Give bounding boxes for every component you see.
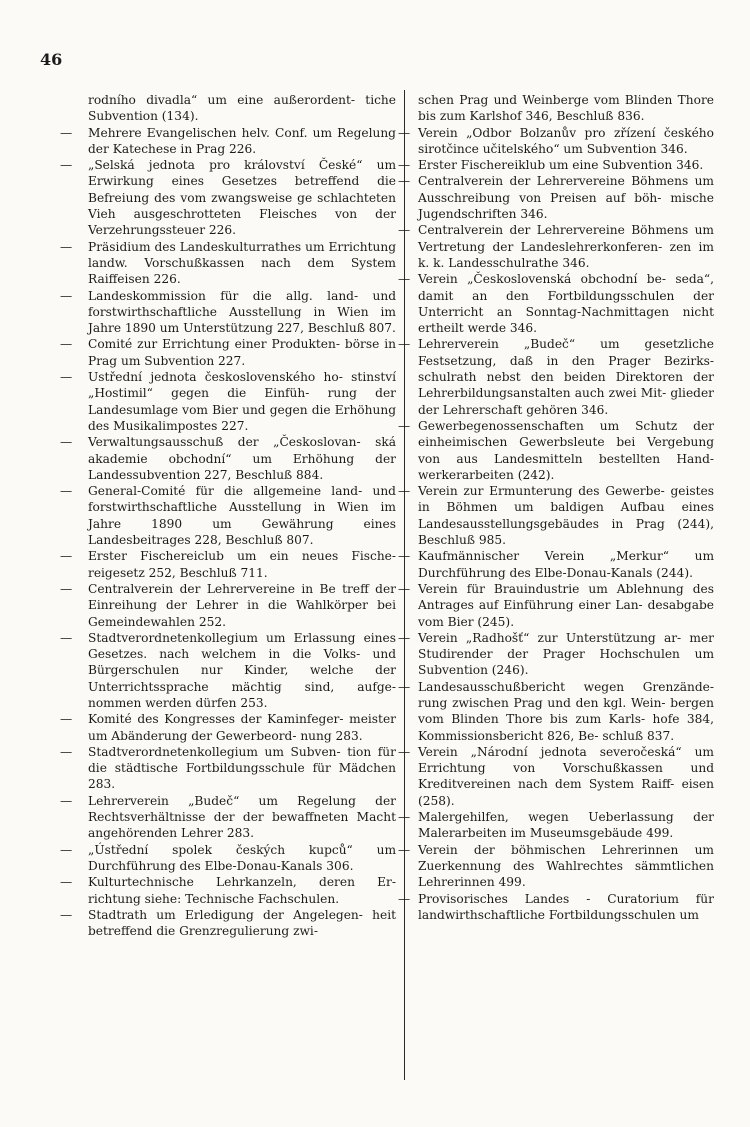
entry-dash: — <box>398 744 411 759</box>
entry-text: Verein zur Ermunterung des Gewerbe- geistes in Böhmen um baldigen Aufbau eines Landesausstellungsgebäudes in Prag (244), Beschluß 985. <box>418 484 714 548</box>
page-number: 46 <box>40 50 63 69</box>
index-entry <box>60 239 396 288</box>
index-entry <box>60 92 396 125</box>
entry-dash: — <box>60 435 73 450</box>
index-entry <box>60 793 396 842</box>
entry-text: Stadtrath um Erledigung der Angelegen- heit betreffend die Grenzregulierung zwi- <box>88 907 396 939</box>
entry-dash: — <box>398 891 411 906</box>
entry-dash: — <box>60 581 73 596</box>
entry-text: Verein „Radhošť“ zur Unterstützung ar- mer Studirender der Prager Hochschulen um Subvention (246). <box>418 630 714 678</box>
right-column <box>398 92 714 923</box>
entry-text: „Ústřední spolek českých kupců“ um Durchführung des Elbe-Donau-Kanals 306. <box>88 842 396 873</box>
entry-text: General-Comité für die allgemeine land- und forstwirthschaftliche Ausstellung in Wien im Jahre 1890 um Gewährung eines Landesbeitrages 228, Beschluß 807. <box>88 484 396 548</box>
index-entry <box>398 548 714 581</box>
index-entry <box>398 679 714 744</box>
entry-text: Präsidium des Landeskulturrathes um Errichtung landw. Vorschußkassen nach dem System Raiffeisen 226. <box>88 239 396 287</box>
entry-text: „Selská jednota pro království České“ um Erwirkung eines Gesetzes betreffend die Befreiung des vom zwangsweise ge schlachteten Vieh ausgeschrotteten Fleisches von der Verzehrungssteuer 226. <box>88 158 396 238</box>
index-entry <box>398 581 714 630</box>
index-entry <box>60 842 396 875</box>
entry-dash: — <box>60 337 73 352</box>
entry-text: Kulturtechnische Lehrkanzeln, deren Er- richtung siehe: Technische Fachschulen. <box>88 875 396 906</box>
entry-text: Landesausschußbericht wegen Grenzände- rung zwischen Prag und den kgl. Wein- bergen vom Blinden Thore bis zum Karls- hofe 384, Kommissionsbericht 826, Be- schluß 837. <box>418 679 714 743</box>
entry-text: Erster Fischereiclub um ein neues Fische- reigesetz 252, Beschluß 711. <box>88 549 396 580</box>
entry-text: Verein der böhmischen Lehrerinnen um Zuerkennung des Wahlrechtes sämmtlichen Lehrerinnen 499. <box>418 842 714 890</box>
entry-dash: — <box>60 630 73 645</box>
entry-dash: — <box>398 158 411 173</box>
entry-dash: — <box>398 810 411 825</box>
entry-text: Ustřední jednota československého ho- stinství „Hostimil“ gegen die Einfüh- rung der Landesumlage vom Bier und gegen die Erhöhung des Musikalimpostes 227. <box>88 370 396 433</box>
index-entry <box>398 271 714 336</box>
entry-dash: — <box>60 875 73 890</box>
entry-text: Lehrerverein „Budeč“ um Regelung der Rechtsverhältnisse der der bewaffneten Macht angehörenden Lehrer 283. <box>88 793 396 841</box>
index-entry <box>60 874 396 907</box>
left-column <box>60 92 396 939</box>
entry-text: Gewerbegenossenschaften um Schutz der einheimischen Gewerbsleute bei Vergebung von aus Landesmitteln bestellten Hand- werkerarbeiten (242). <box>418 418 714 482</box>
entry-text: Verein für Brauindustrie um Ablehnung des Antrages auf Einführung einer Lan- desabgabe vom Bier (245). <box>418 581 714 629</box>
entry-dash: — <box>398 272 411 287</box>
entry-dash: — <box>398 484 411 499</box>
index-entry <box>398 418 714 483</box>
index-entry <box>60 548 396 581</box>
index-entry <box>60 288 396 337</box>
index-entry <box>398 157 714 173</box>
entry-text: Centralverein der Lehrervereine Böhmens um Ausschreibung von Preisen auf böh- mische Jugendschriften 346. <box>418 174 714 222</box>
index-entry <box>398 125 714 158</box>
entry-dash: — <box>60 744 73 759</box>
entry-dash: — <box>398 679 411 694</box>
index-entry <box>398 809 714 842</box>
entry-text: Kaufmännischer Verein „Merkur“ um Durchführung des Elbe-Donau-Kanals (244). <box>418 549 714 580</box>
entry-text: Verwaltungsausschuß der „Českoslovan- ská akademie obchodní“ um Erhöhung der Landessubvention 227, Beschluß 884. <box>88 435 396 482</box>
index-entry <box>60 630 396 711</box>
index-entry <box>398 222 714 271</box>
entry-dash: — <box>60 842 73 857</box>
entry-text: Erster Fischereiklub um eine Subvention 346. <box>418 158 704 173</box>
entry-dash: — <box>398 337 411 352</box>
index-entry <box>398 630 714 679</box>
index-entry <box>398 92 714 125</box>
entry-dash: — <box>60 370 73 385</box>
index-entry <box>398 173 714 222</box>
entry-text: schen Prag und Weinberge vom Blinden Thore bis zum Karlshof 346, Beschluß 836. <box>418 93 714 124</box>
index-entry <box>398 483 714 548</box>
entry-text: Centralverein der Lehrervereine Böhmens um Vertretung der Landeslehrerkonferen- zen im k. k. Landesschulrathe 346. <box>418 223 714 270</box>
entry-dash: — <box>60 549 73 564</box>
entry-text: Lehrerverein „Budeč“ um gesetzliche Festsetzung, daß in den Prager Bezirks- schulrath nebst den beiden Direktoren der Lehrerbildungsanstalten auch zwei Mit- glieder der Lehrerschaft gehören 346. <box>418 337 714 417</box>
entry-text: Malergehilfen, wegen Ueberlassung der Malerarbeiten im Museumsgebäude 499. <box>418 810 714 841</box>
entry-dash: — <box>398 125 411 140</box>
entry-dash: — <box>60 484 73 499</box>
entry-dash: — <box>60 125 73 140</box>
index-entry <box>60 744 396 793</box>
entry-text: Centralverein der Lehrervereine in Be treff der Einreihung der Lehrer in die Wahlkörper bei Gemeindewahlen 252. <box>88 581 396 629</box>
index-entry <box>398 336 714 417</box>
entry-text: Mehrere Evangelischen helv. Conf. um Regelung der Katechese in Prag 226. <box>88 125 396 156</box>
entry-dash: — <box>60 288 73 303</box>
entry-text: Verein „Národní jednota severočeská“ um Errichtung von Vorschußkassen und Kreditvereinen nach dem System Raiff- eisen (258). <box>418 744 714 808</box>
index-entry <box>60 907 396 940</box>
index-entry <box>398 842 714 891</box>
entry-text: Stadtverordnetenkollegium um Subven- tion für die städtische Fortbildungsschule für Mädchen 283. <box>88 744 396 792</box>
entry-text: rodního divadla“ um eine außerordent- tiche Subvention (134). <box>88 93 396 124</box>
entry-dash: — <box>398 581 411 596</box>
index-entry <box>60 711 396 744</box>
entry-dash: — <box>398 223 411 238</box>
entry-dash: — <box>60 793 73 808</box>
index-entry <box>60 125 396 158</box>
entry-text: Komité des Kongresses der Kaminfeger- meister um Abänderung der Gewerbeord- nung 283. <box>88 712 396 743</box>
entry-dash: — <box>60 712 73 727</box>
index-entry <box>60 434 396 483</box>
index-entry <box>60 336 396 369</box>
entry-dash: — <box>398 549 411 564</box>
index-entry <box>398 891 714 924</box>
entry-text: Comité zur Errichtung einer Produkten- börse in Prag um Subvention 227. <box>88 337 396 368</box>
entry-text: Verein „Československá obchodní be- seda“, damit an den Fortbildungsschulen der Unterricht an Sonntag-Nachmittagen nicht ertheilt werde 346. <box>418 272 714 336</box>
index-entry <box>398 744 714 809</box>
index-entry <box>60 483 396 548</box>
entry-dash: — <box>60 907 73 922</box>
entry-dash: — <box>398 174 411 189</box>
entry-dash: — <box>398 630 411 645</box>
entry-text: Stadtverordnetenkollegium um Erlassung eines Gesetzes. nach welchem in die Volks- und Bürgerschulen nur Kinder, welche der Unterrichtssprache mächtig sind, aufge- nommen werden dürfen 253. <box>88 630 396 710</box>
entry-text: Verein „Odbor Bolzanův pro zřízení českého sirotčince učitelského“ um Subvention 346. <box>418 125 714 156</box>
entry-dash: — <box>60 239 73 254</box>
index-entry <box>60 157 396 238</box>
entry-dash: — <box>398 418 411 433</box>
index-entry <box>60 369 396 434</box>
entry-text: Provisorisches Landes - Curatorium für landwirthschaftliche Fortbildungsschulen um <box>418 891 714 922</box>
entry-text: Landeskommission für die allg. land- und forstwirthschaftliche Ausstellung in Wien im Jahre 1890 um Unterstützung 227, Beschluß 807. <box>88 288 396 336</box>
index-entry <box>60 581 396 630</box>
entry-dash: — <box>398 842 411 857</box>
entry-dash: — <box>60 158 73 173</box>
